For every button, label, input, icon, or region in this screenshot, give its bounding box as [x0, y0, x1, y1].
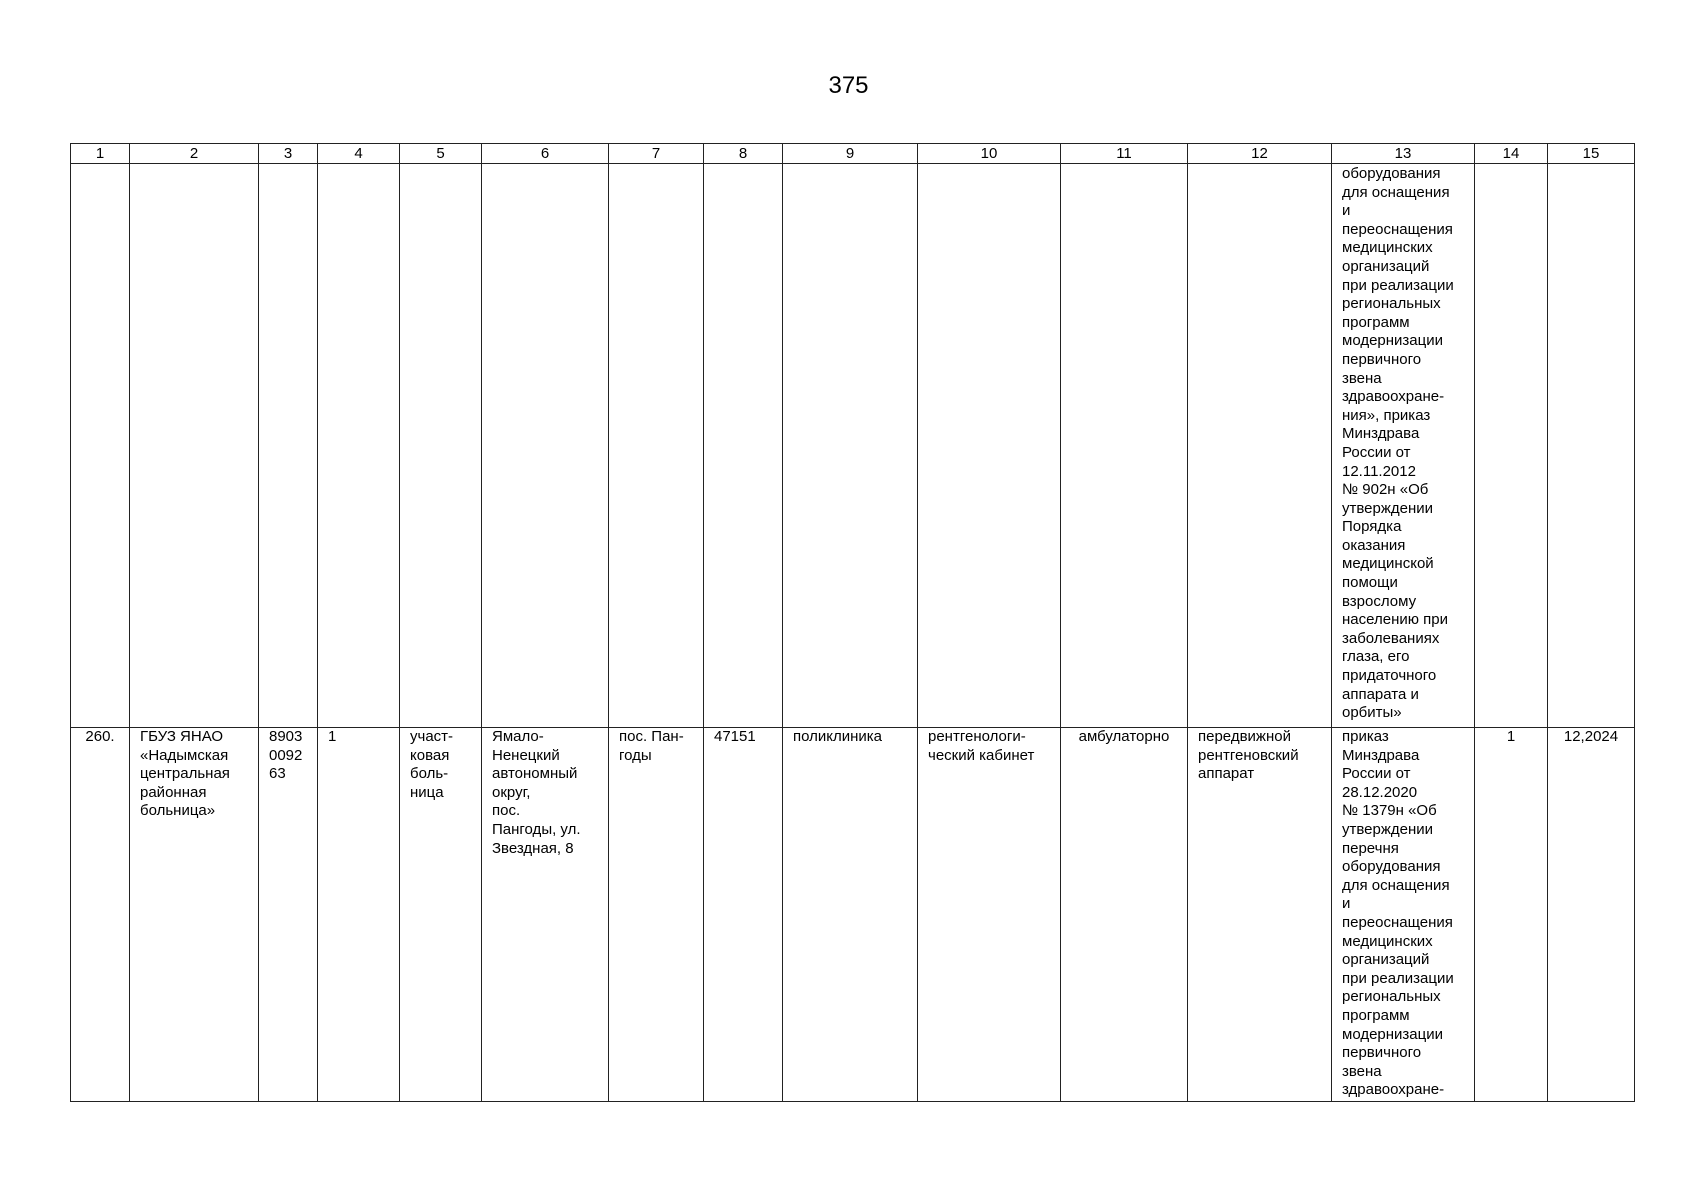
- cell-equipment: передвижной рентгеновский аппарат: [1188, 728, 1332, 1102]
- cell-empty: [259, 164, 318, 728]
- cell-empty: [1548, 164, 1635, 728]
- cell-col4: 1: [318, 728, 400, 1102]
- data-table: [70, 143, 1635, 1102]
- header-row: [71, 144, 1635, 164]
- cell-unit: поликлиника: [783, 728, 918, 1102]
- cell-settlement: пос. Пан- годы: [609, 728, 704, 1102]
- cell-organization: ГБУЗ ЯНАО «Надымская центральная районная больница»: [130, 728, 259, 1102]
- cell-empty: [609, 164, 704, 728]
- cell-empty: [318, 164, 400, 728]
- cell-empty: [918, 164, 1061, 728]
- header-cell-8: 8: [704, 144, 783, 164]
- header-cell-4: 4: [318, 144, 400, 164]
- page-number: 375: [828, 72, 869, 99]
- cell-care-type: амбулаторно: [1061, 728, 1188, 1102]
- cell-empty: [400, 164, 482, 728]
- header-cell-9: 9: [783, 144, 918, 164]
- cell-date: 12,2024: [1548, 728, 1635, 1102]
- cell-quantity: 1: [1475, 728, 1548, 1102]
- cell-empty: [1475, 164, 1548, 728]
- cell-legal-basis: приказ Минздрава России от 28.12.2020 № 1379н «Об утверждении перечня оборудования для оснащения и переоснащения медицинских организаций при реализации региональных программ модернизации первичного звена здравоохране-: [1332, 728, 1475, 1102]
- cell-department: рентгенологи- ческий кабинет: [918, 728, 1061, 1102]
- header-cell-5: 5: [400, 144, 482, 164]
- header-cell-15: 15: [1548, 144, 1635, 164]
- cell-empty: [130, 164, 259, 728]
- cell-empty: [1061, 164, 1188, 728]
- header-cell-1: 1: [71, 144, 130, 164]
- header-cell-14: 14: [1475, 144, 1548, 164]
- cell-legal-basis-continued: оборудования для оснащения и переоснащения медицинских организаций при реализации региональных программ модернизации первичного звена здравоохране- ния», приказ Минздрава России от 12.11.2012 № 902н «Об утверждении Порядка оказания медицинской помощи взрослому населению при заболеваниях глаза, его придаточного аппарата и орбиты»: [1332, 164, 1475, 728]
- cell-empty: [1188, 164, 1332, 728]
- header-cell-10: 10: [918, 144, 1061, 164]
- header-cell-11: 11: [1061, 144, 1188, 164]
- cell-empty: [704, 164, 783, 728]
- cell-inn: 8903 0092 63: [259, 728, 318, 1102]
- cell-address: Ямало- Ненецкий автономный округ, пос. Пангоды, ул. Звездная, 8: [482, 728, 609, 1102]
- header-cell-3: 3: [259, 144, 318, 164]
- cell-facility-type: участ- ковая боль- ница: [400, 728, 482, 1102]
- cell-row-number: 260.: [71, 728, 130, 1102]
- header-cell-2: 2: [130, 144, 259, 164]
- header-cell-12: 12: [1188, 144, 1332, 164]
- header-cell-6: 6: [482, 144, 609, 164]
- table-row-continuation: [71, 164, 1635, 728]
- cell-empty: [482, 164, 609, 728]
- cell-empty: [783, 164, 918, 728]
- table-row: [71, 728, 1635, 1102]
- header-cell-13: 13: [1332, 144, 1475, 164]
- header-cell-7: 7: [609, 144, 704, 164]
- cell-code: 47151: [704, 728, 783, 1102]
- cell-empty: [71, 164, 130, 728]
